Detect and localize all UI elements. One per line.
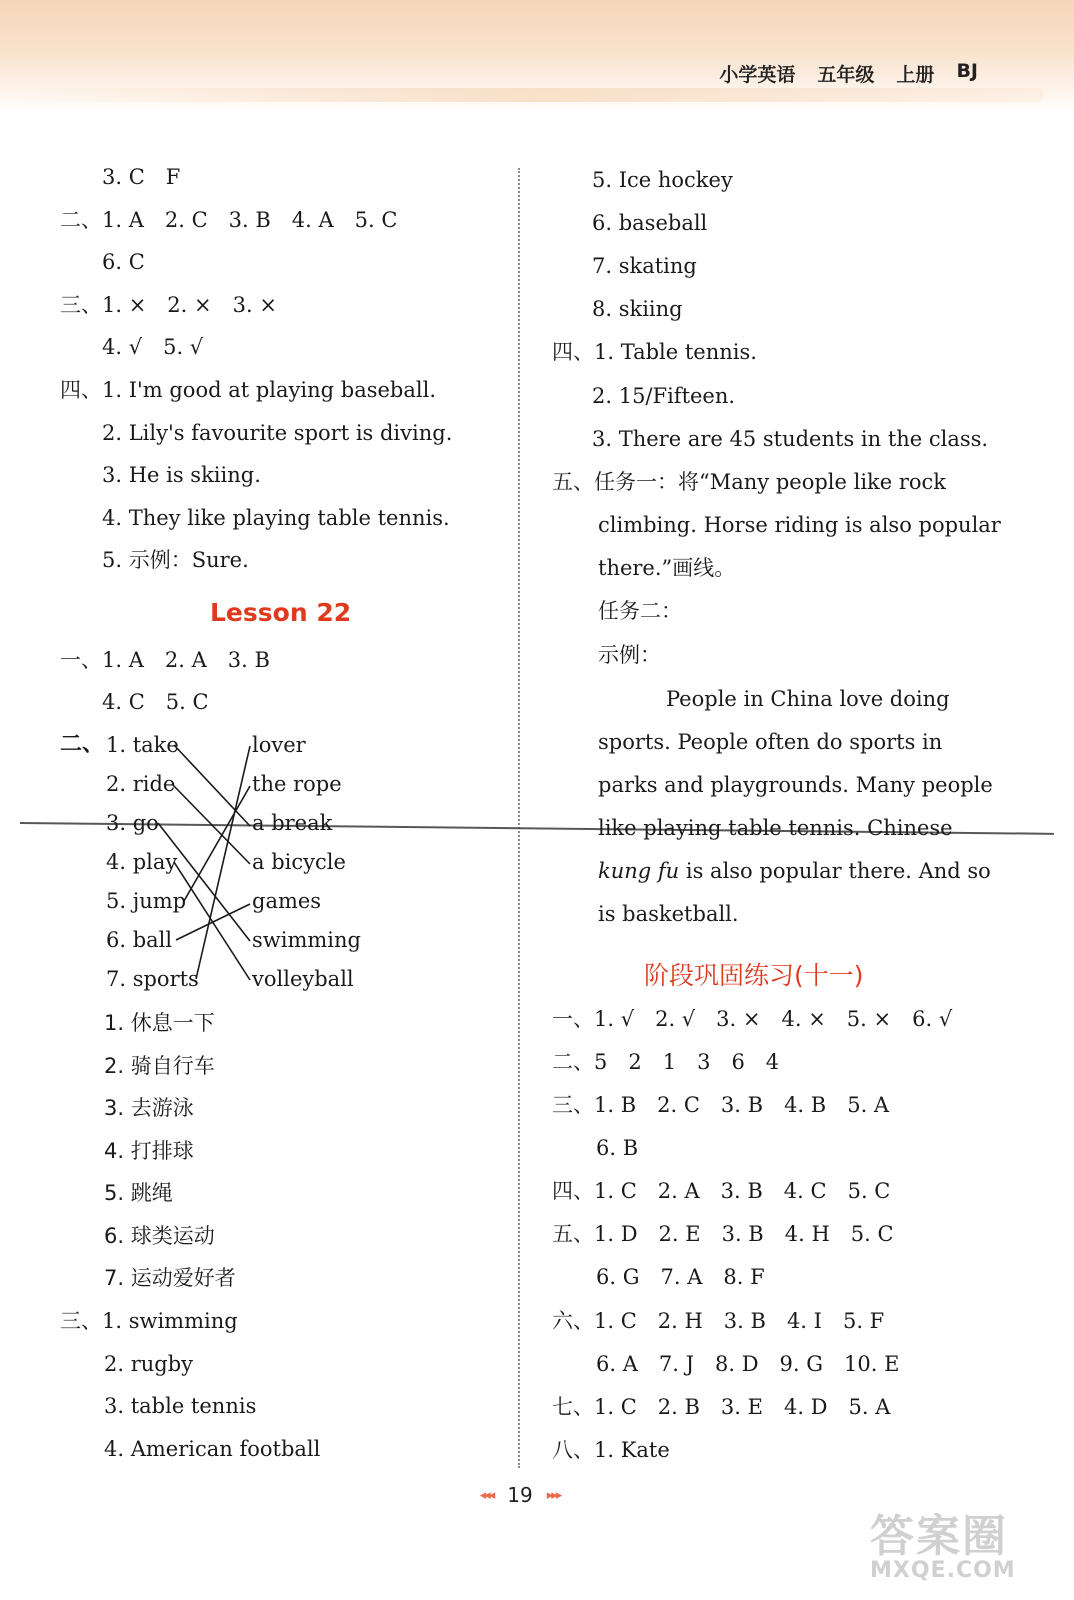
italic-term: kung fu	[598, 859, 680, 883]
header-grade: 五年级	[817, 64, 875, 86]
answer-line: 二、5 2 1 3 6 4	[552, 1050, 780, 1074]
answer-line: 四、1. I'm good at playing baseball.	[60, 378, 436, 402]
answer-line: 三、1. swimming	[60, 1309, 238, 1333]
header-volume: 上册	[896, 64, 935, 86]
answer-line: 3. C F	[102, 165, 181, 189]
cn-answer: 6. 球类运动	[104, 1224, 215, 1248]
answer-line: 2. rugby	[104, 1352, 194, 1376]
header-edition: BJ	[956, 60, 978, 82]
cn-answer: 1. 休息一下	[104, 1011, 215, 1035]
match-left-item: 1. take	[106, 733, 179, 757]
answer-line: 四、1. Table tennis.	[552, 340, 757, 364]
watermark-text: 答案圈	[870, 1511, 1008, 1562]
page-number: 19	[507, 1483, 533, 1507]
answer-line: 一、1. √ 2. √ 3. × 4. × 5. × 6. √	[552, 1007, 953, 1031]
answer-line: 三、1. B 2. C 3. B 4. B 5. A	[552, 1093, 890, 1117]
passage-line: People in China love doing	[666, 687, 950, 711]
answer-line: 4. American football	[104, 1437, 321, 1461]
stage-title: 阶段巩固练习(十一)	[644, 961, 864, 990]
answer-line: 4. They like playing table tennis.	[102, 506, 450, 530]
passage-line: is basketball.	[598, 902, 739, 926]
answer-line: 7. skating	[592, 254, 697, 278]
passage-line	[598, 856, 991, 886]
match-line	[158, 823, 250, 941]
answer-line: 六、1. C 2. H 3. B 4. I 5. F	[552, 1309, 885, 1333]
answer-line: 8. skiing	[592, 297, 683, 321]
match-right-item: the rope	[252, 772, 342, 796]
match-left-item: 6. ball	[106, 928, 173, 952]
left-arrows-icon: ◂◂◂	[479, 1487, 494, 1503]
passage-text: is also popular there. And so	[679, 859, 991, 883]
answer-line: 五、任务一：将“Many people like rock	[552, 470, 947, 494]
answer-line: 6. B	[596, 1136, 639, 1160]
match-right-item: lover	[252, 733, 306, 757]
cn-answer: 7. 运动爱好者	[104, 1266, 236, 1290]
answer-line: 6. A 7. J 8. D 9. G 10. E	[596, 1352, 900, 1376]
answer-line: 2. Lily's favourite sport is diving.	[102, 421, 453, 445]
answer-line: 二、1. A 2. C 3. B 4. A 5. C	[60, 208, 398, 232]
match-line	[184, 786, 250, 901]
answer-line: 五、1. D 2. E 3. B 4. H 5. C	[552, 1222, 894, 1246]
page-footer	[430, 1480, 610, 1510]
match-line	[176, 904, 250, 940]
lesson-title: Lesson 22	[210, 598, 352, 627]
match-line	[196, 746, 250, 979]
answer-line: 三、1. × 2. × 3. ×	[60, 293, 277, 317]
column-divider	[518, 168, 520, 1468]
passage-line: parks and playgrounds. Many people	[598, 773, 993, 797]
match-left-item: 7. sports	[106, 967, 199, 991]
passage-line: sports. People often do sports in	[598, 730, 943, 754]
answer-line: 6. baseball	[592, 211, 708, 235]
cn-answer: 4. 打排球	[104, 1139, 194, 1163]
match-right-item: a break	[252, 811, 333, 835]
match-line	[174, 862, 250, 980]
match-left-item: 2. ride	[106, 772, 176, 796]
match-right-item: games	[252, 889, 322, 913]
answer-line: climbing. Horse riding is also popular	[598, 513, 1001, 537]
answer-line: 2. 15/Fifteen.	[592, 384, 736, 408]
answer-line: 6. C	[102, 250, 145, 274]
match-right-item: a bicycle	[252, 850, 346, 874]
answer-line: 3. There are 45 students in the class.	[592, 427, 989, 451]
answer-line: 3. He is skiing.	[102, 463, 261, 487]
match-section-label: 二、	[60, 732, 105, 757]
answer-line: 任务二：	[598, 599, 682, 623]
answer-line: 示例：	[598, 643, 661, 667]
answer-line: 一、1. A 2. A 3. B	[60, 648, 270, 672]
cn-answer: 5. 跳绳	[104, 1181, 173, 1205]
match-left-item: 5. jump	[106, 889, 187, 913]
answer-line: 5. 示例：Sure.	[102, 548, 249, 572]
answer-line: there.”画线。	[598, 556, 736, 580]
answer-line: 5. Ice hockey	[592, 168, 733, 192]
answer-line: 八、1. Kate	[552, 1438, 670, 1462]
answer-line: 七、1. C 2. B 3. E 4. D 5. A	[552, 1395, 891, 1419]
match-left-item: 3. go	[106, 811, 159, 835]
watermark-logo	[870, 1500, 1060, 1600]
answer-line: 四、1. C 2. A 3. B 4. C 5. C	[552, 1179, 891, 1203]
answer-line: 3. table tennis	[104, 1394, 257, 1418]
answer-line: 6. G 7. A 8. F	[596, 1265, 765, 1289]
cn-answer: 2. 骑自行车	[104, 1054, 215, 1078]
match-right-item: swimming	[252, 928, 361, 952]
match-line	[174, 745, 250, 826]
match-right-item: volleyball	[252, 967, 354, 991]
right-arrows-icon: ▸▸▸	[546, 1487, 561, 1503]
watermark-url: MXQE.COM	[870, 1558, 1016, 1583]
cn-answer: 3. 去游泳	[104, 1096, 194, 1120]
answer-line: 4. √ 5. √	[102, 335, 204, 359]
match-left-item: 4. play	[106, 850, 178, 874]
header-band	[0, 0, 1074, 112]
answer-line: 4. C 5. C	[102, 690, 209, 714]
passage-line: like playing table tennis. Chinese	[598, 816, 953, 840]
header-subject: 小学英语	[719, 64, 796, 86]
running-header	[719, 60, 978, 87]
